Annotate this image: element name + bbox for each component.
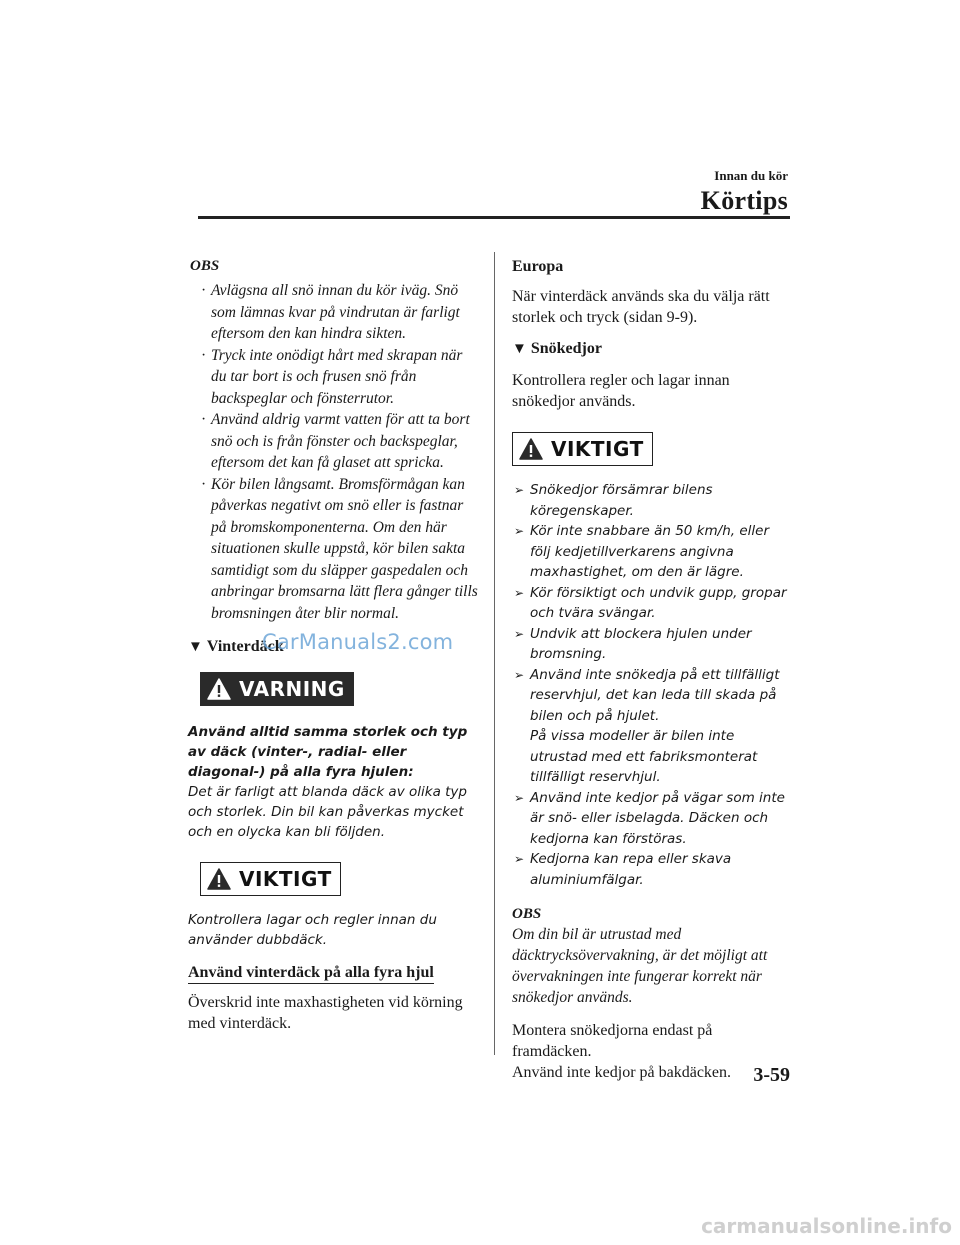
watermark-logo: CarManuals2.com: [262, 630, 454, 654]
section-title: Innan du kör: [714, 168, 788, 183]
badge-label: VIKTIGT: [239, 867, 332, 891]
page-header: [701, 168, 788, 216]
list-item: [188, 409, 478, 474]
right-column: [512, 256, 792, 1083]
page-number: 3-59: [753, 1064, 790, 1086]
header-rule: [198, 216, 790, 219]
subsection-text: Överskrid inte maxhastigheten vid körning med vinterdäck.: [188, 994, 463, 1032]
europa-text: När vinterdäck används ska du välja rätt storlek och tryck (sidan 9-9).: [512, 288, 770, 326]
bullet-text: Kör bilen långsamt. Bromsförmågan kan påverkas negativt om snö eller is fastnar på bromskomponenterna. Om den här situationen skulle uppstå, kör bilen sakta samtidigt som du släpper gaspedalen och anbringar bromsarna lätt flera gånger tills bromsningen åter blir normal.: [211, 475, 478, 622]
warning-triangle-icon: [207, 868, 231, 890]
list-item-text: Kör försiktigt och undvik gupp, gropar och tvära svängar.: [530, 584, 787, 621]
list-item: [188, 474, 478, 625]
warning-badge: [200, 672, 354, 706]
arrow-right-icon: ➢: [514, 626, 525, 641]
bullet-dot-icon: ·: [201, 346, 207, 364]
snokedjor-text: Kontrollera regler och lagar innan snökedjor används.: [512, 372, 730, 410]
chapter-title: Körtips: [700, 186, 788, 215]
viktigt-badge: [512, 432, 653, 466]
arrow-right-icon: ➢: [514, 524, 525, 538]
warning-triangle-icon: [519, 438, 543, 460]
arrow-right-icon: ➢: [514, 483, 525, 497]
obs-bullet-list: [188, 280, 478, 624]
obs-title: OBS: [190, 258, 220, 274]
viktigt-list: [512, 480, 792, 890]
warning-text: Det är farligt att blanda däck av olika typ och storlek. Din bil kan påverkas mycket och en olycka kan bli följden.: [188, 784, 467, 840]
warning-triangle-icon: [207, 678, 231, 700]
watermark-footer: carmanualsonline.info: [701, 1214, 952, 1238]
list-item: [512, 788, 792, 850]
down-triangle-icon: ▼: [188, 638, 203, 655]
list-item: [512, 480, 792, 521]
badge-label: VARNING: [239, 677, 345, 701]
badge-label: VIKTIGT: [551, 437, 644, 461]
heading-text: Vinterdäck: [206, 638, 284, 655]
viktigt-text: Kontrollera lagar och regler innan du använder dubbdäck.: [188, 912, 437, 948]
column-divider: [494, 252, 495, 1055]
warning-bold-text: Använd alltid samma storlek och typ av däck (vinter-, radial- eller diagonal-) på alla fyra hjulen:: [188, 724, 468, 780]
bullet-dot-icon: ·: [201, 282, 207, 299]
down-triangle-icon: ▼: [512, 340, 527, 357]
list-item: [512, 624, 792, 665]
list-item-text: Använd inte snökedja på ett tillfälligt reservhjul, det kan leda till skada på bilen och på hjulet. På vissa modeller är bilen inte utrustad med ett fabriksmonterat tillfälligt reservhjul.: [530, 666, 780, 785]
bullet-text: Tryck inte onödigt hårt med skrapan när du tar bort is och frusen snö från backspeglar och fönsterrutor.: [211, 346, 463, 407]
mount-text: Montera snökedjorna endast på framdäcken.: [512, 1022, 713, 1060]
snokedjor-heading: [512, 340, 792, 358]
warning-body: [188, 722, 478, 842]
arrow-right-icon: ➢: [514, 667, 525, 682]
subsection-heading: Använd vinterdäck på alla fyra hjul: [188, 964, 434, 984]
bullet-text: Använd aldrig varmt vatten för att ta bort snö och is från fönster och backspeglar, eftersom det kan få glaset att spricka.: [211, 411, 470, 471]
bullet-dot-icon: ·: [201, 411, 207, 428]
arrow-right-icon: ➢: [514, 585, 525, 600]
list-item-text: Kör inte snabbare än 50 km/h, eller följ kedjetillverkarens angivna maxhastighet, om den är lägre.: [530, 523, 769, 580]
arrow-right-icon: ➢: [514, 790, 525, 805]
list-item: [512, 665, 792, 788]
arrow-right-icon: ➢: [514, 852, 525, 866]
list-item: [188, 345, 478, 410]
bullet-text: Avlägsna all snö innan du kör iväg. Snö som lämnas kvar på vindrutan är farligt eftersom den kan hindra sikten.: [211, 282, 460, 342]
list-item-text: Undvik att blockera hjulen under bromsning.: [530, 625, 752, 662]
viktigt-badge: [200, 862, 341, 896]
list-item-text: Använd inte kedjor på vägar som inte är snö- eller isbelagda. Däcken och kedjorna kan förstöras.: [530, 789, 785, 847]
europa-heading: Europa: [512, 258, 564, 275]
list-item-text: Snökedjor försämrar bilens köregenskaper.: [530, 482, 713, 519]
list-item: [188, 280, 478, 345]
list-item: [512, 849, 792, 890]
list-item: [512, 521, 792, 583]
mount-text: Använd inte kedjor på bakdäcken.: [512, 1064, 732, 1081]
heading-text: Snökedjor: [530, 340, 602, 357]
obs-title: OBS: [512, 906, 542, 922]
obs-text: Om din bil är utrustad med däcktrycksövervakning, är det möjligt att övervakningen inte fungerar korrekt när snökedjor används.: [512, 926, 768, 1006]
bullet-dot-icon: ·: [201, 475, 207, 493]
list-item: [512, 583, 792, 624]
list-item-text: Kedjorna kan repa eller skava aluminiumfälgar.: [530, 851, 732, 888]
